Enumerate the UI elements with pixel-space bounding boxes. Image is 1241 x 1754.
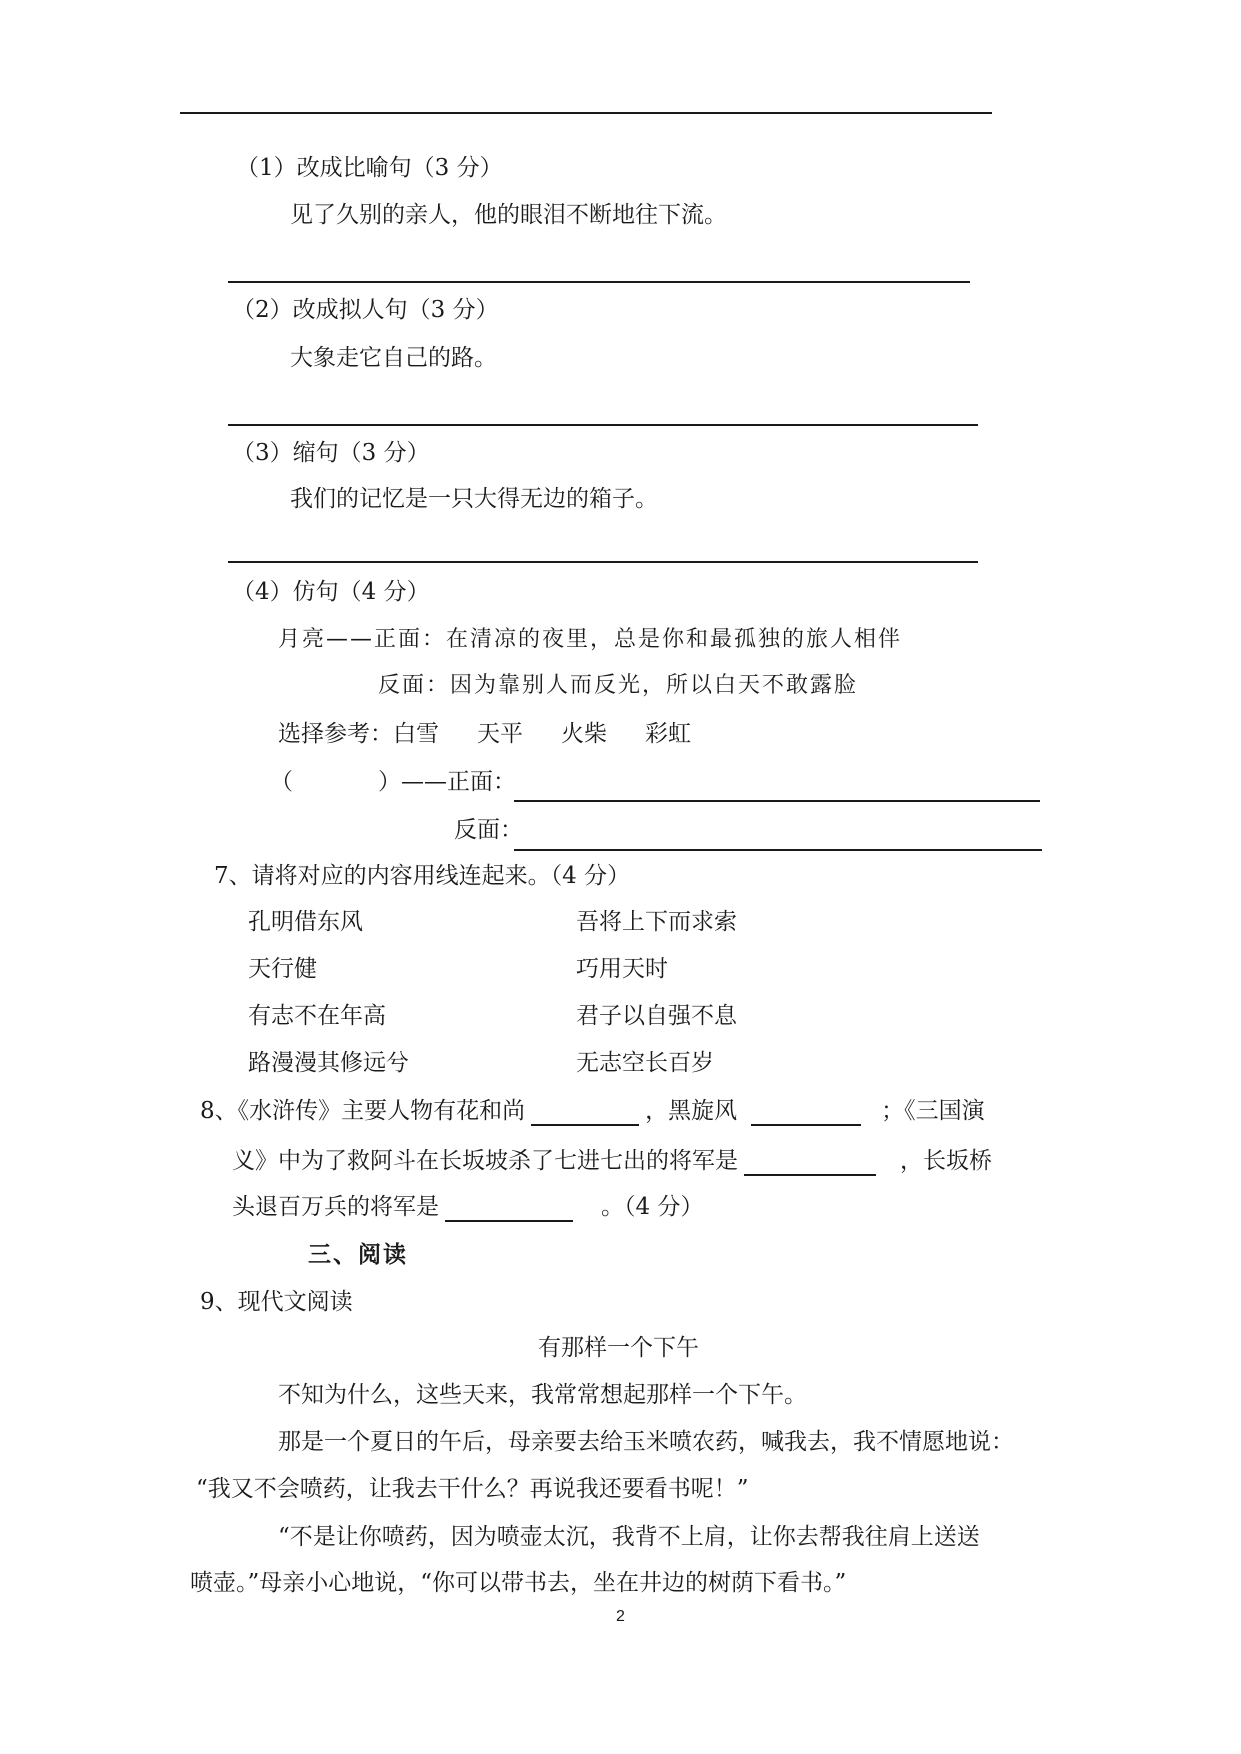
header-rule [180,112,992,114]
item4-choices [278,719,691,749]
item1-sentence: 见了久别的亲人，他的眼泪不断地往下流。 [290,202,727,228]
essay-paragraph-2-line1: 那是一个夏日的午后，母亲要去给玉米喷农药，喊我去，我不情愿地说： [278,1429,1014,1455]
q8-line3 [232,1192,703,1222]
q8-text: ，黑旋风 [645,1098,738,1124]
item4-back-answer-line [514,849,1042,851]
item2-answer-line [228,424,978,426]
q8-line1 [200,1096,985,1126]
item4-label: （4）仿句（4 分） [232,579,430,605]
item4-blank-paren-open: （ [270,769,293,795]
item4-front-answer-line [514,800,1040,802]
essay-paragraph-1: 不知为什么，这些天来，我常常想起那样一个下午。 [278,1382,807,1408]
essay-paragraph-3-line2: 喷壶。”母亲小心地说，“你可以带书去，坐在井边的树荫下看书。” [190,1570,847,1596]
choice-item: 彩虹 [645,721,691,747]
item3-answer-line [228,561,978,563]
choices-label: 选择参考： [278,721,393,747]
q8-text: 头退百万兵的将军是 [232,1194,439,1220]
page-number: 2 [616,1608,625,1625]
q7-left-item: 路漫漫其修远兮 [248,1050,409,1076]
q8-text: ，长坂桥 [900,1148,992,1174]
item3-sentence: 我们的记忆是一只大得无边的箱子。 [290,486,658,512]
q7-right-item: 君子以自强不息 [576,1003,737,1029]
item2-label: （2）改成拟人句（3 分） [232,297,499,323]
q8-blank-heixuanfeng [751,1098,861,1126]
item4-example-back: 反面：因为靠别人而反光，所以白天不敢露脸 [378,673,859,698]
essay-paragraph-3-line1: “不是让你喷药，因为喷壶太沉，我背不上肩，让你去帮我往肩上送送 [278,1524,980,1550]
choice-item: 天平 [477,721,523,747]
q8-text: 。（4 分） [601,1194,704,1220]
item1-answer-line [228,281,970,283]
q7-left-item: 天行健 [248,956,317,982]
choice-item: 白雪 [393,721,439,747]
item4-blank-front-label: ）——正面： [378,769,516,795]
q8-blank-changbanqiao [445,1194,573,1222]
q7-left-item: 有志不在年高 [248,1003,386,1029]
item4-blank-back-label: 反面： [454,817,523,843]
essay-paragraph-2-line2: “我又不会喷药，让我去干什么？再说我还要看书呢！” [196,1476,749,1502]
q8-line2 [232,1146,992,1176]
q8-text: ；《三国演 [881,1098,985,1124]
item3-label: （3）缩句（3 分） [232,440,430,466]
q8-blank-changbanpo [744,1148,876,1176]
essay-title: 有那样一个下午 [538,1335,699,1361]
item1-label: （1）改成比喻句（3 分） [236,155,503,181]
q7-right-item: 无志空长百岁 [576,1050,714,1076]
choice-item: 火柴 [561,721,607,747]
section3-heading: 三、阅读 [308,1241,408,1268]
q8-blank-huaheshang [531,1098,639,1126]
q8-text: 义》中为了救阿斗在长坂坡杀了七进七出的将军是 [232,1148,738,1174]
q7-right-item: 巧用天时 [576,956,668,982]
q7-title: 7、请将对应的内容用线连起来。（4 分） [214,863,631,889]
item4-example-front: 月亮——正面：在清凉的夜里，总是你和最孤独的旅人相伴 [278,627,903,652]
q7-left-item: 孔明借东风 [248,909,363,935]
item2-sentence: 大象走它自己的路。 [290,345,497,371]
q7-right-item: 吾将上下而求索 [576,909,737,935]
q8-text: 8、《水浒传》主要人物有花和尚 [200,1098,526,1124]
q9-title: 9、现代文阅读 [200,1289,353,1315]
